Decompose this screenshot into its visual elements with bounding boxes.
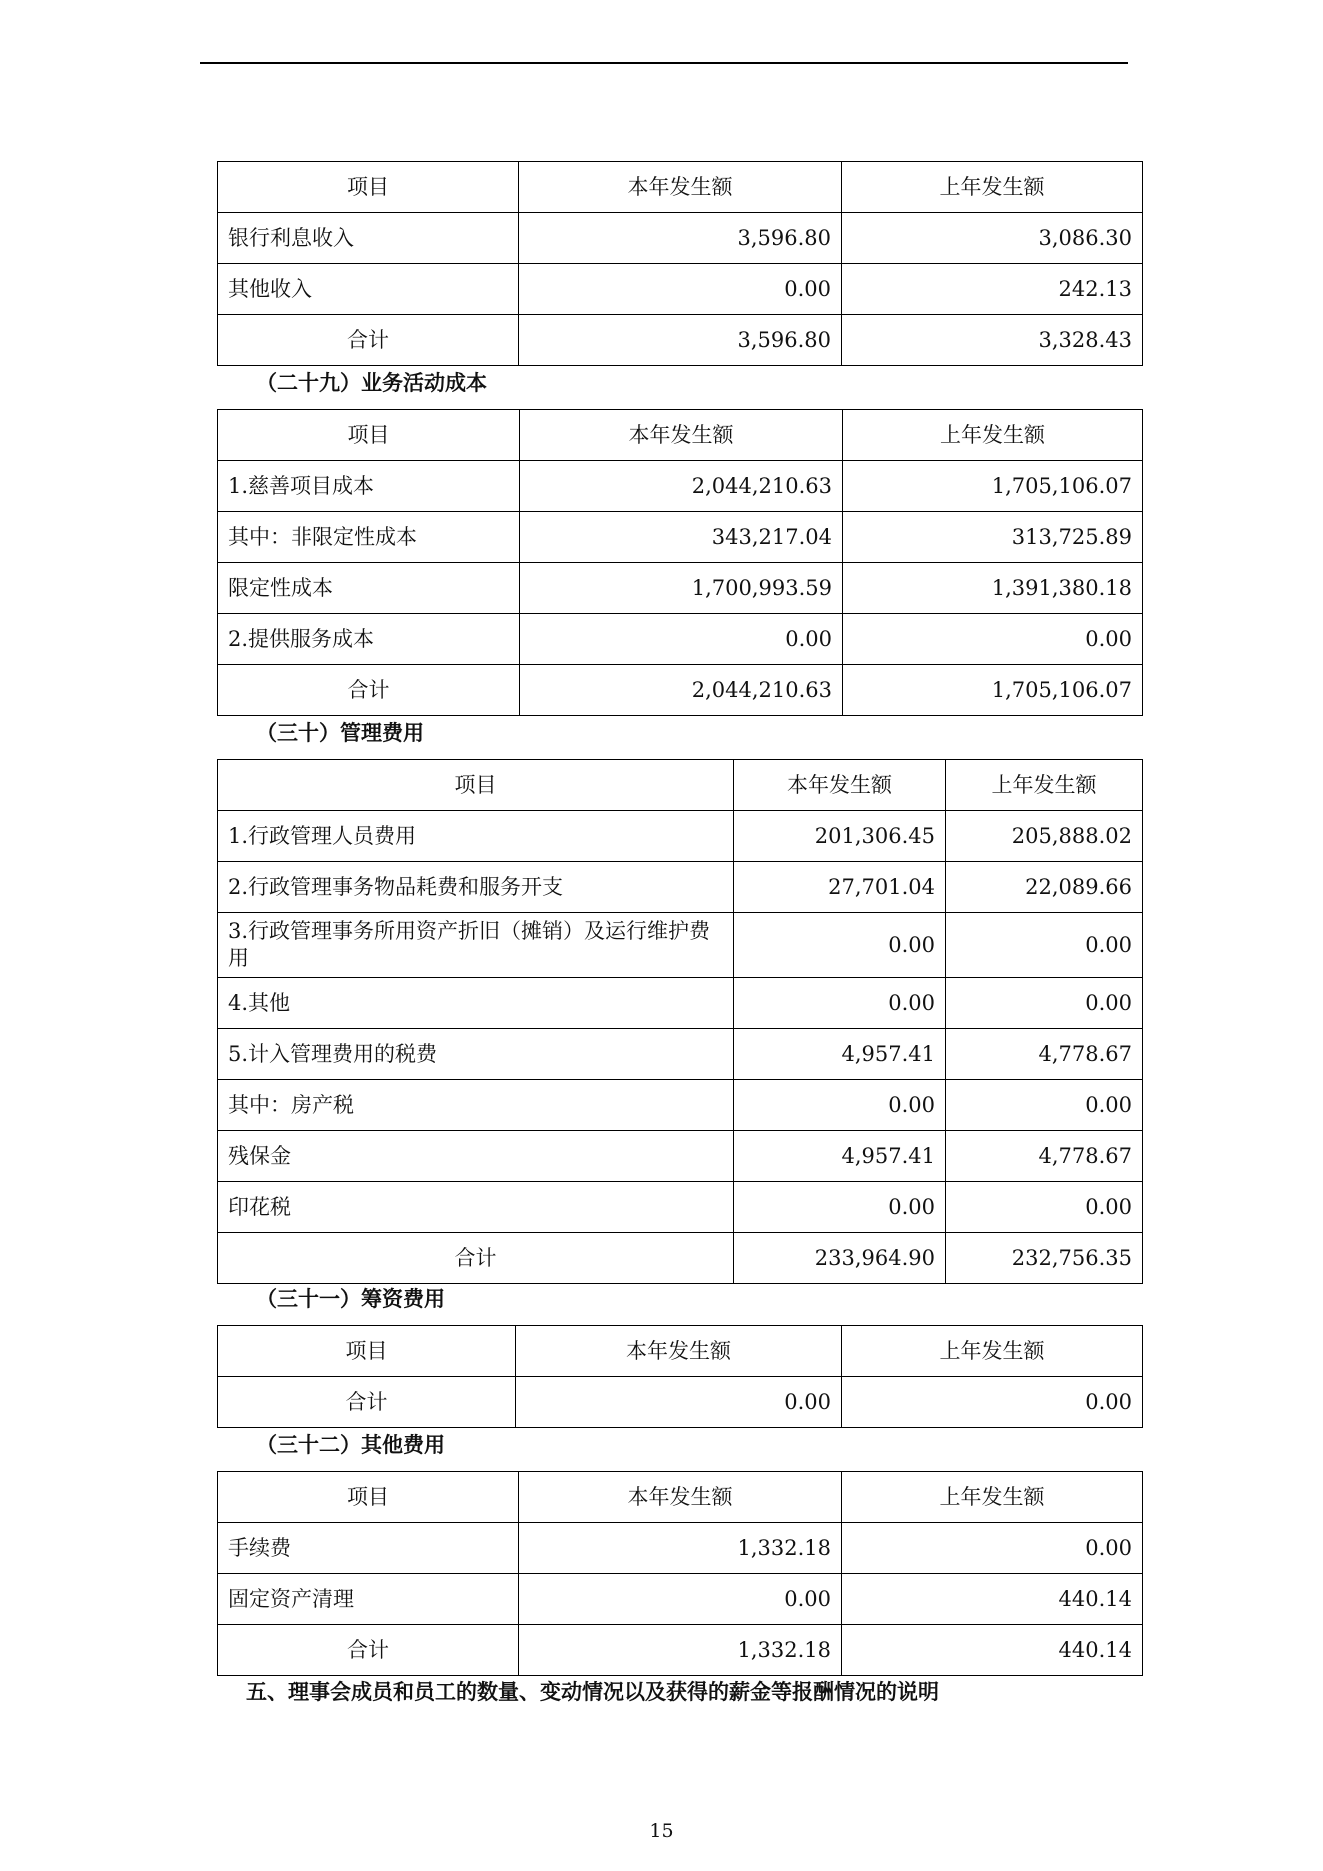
total-row <box>218 665 1143 716</box>
current-year-value: 27,701.04 <box>734 862 946 913</box>
table-row <box>218 811 1143 862</box>
column-header-prior-year: 上年发生额 <box>843 410 1143 461</box>
income-table <box>217 161 1143 366</box>
current-year-value: 343,217.04 <box>520 512 843 563</box>
section-heading-5: 五、理事会成员和员工的数量、变动情况以及获得的薪金等报酬情况的说明 <box>246 1679 939 1704</box>
row-label: 合计 <box>218 1233 734 1284</box>
prior-year-value: 0.00 <box>842 1523 1143 1574</box>
prior-year-value: 4,778.67 <box>946 1029 1143 1080</box>
current-year-value: 0.00 <box>519 264 842 315</box>
table-row <box>218 862 1143 913</box>
prior-year-value: 232,756.35 <box>946 1233 1143 1284</box>
row-label: 其他收入 <box>218 264 519 315</box>
table-header-row <box>218 162 1143 213</box>
current-year-value: 2,044,210.63 <box>520 461 843 512</box>
table-row <box>218 461 1143 512</box>
row-label: 1.慈善项目成本 <box>218 461 520 512</box>
row-label: 限定性成本 <box>218 563 520 614</box>
current-year-value: 3,596.80 <box>519 315 842 366</box>
financing-expenses-table <box>217 1325 1143 1428</box>
current-year-value: 1,332.18 <box>519 1523 842 1574</box>
row-label: 其中：房产税 <box>218 1080 734 1131</box>
total-row <box>218 315 1143 366</box>
prior-year-value: 440.14 <box>842 1574 1143 1625</box>
business-cost-table <box>217 409 1143 716</box>
table-row <box>218 1029 1143 1080</box>
current-year-value: 0.00 <box>516 1377 842 1428</box>
column-header-item: 项目 <box>218 162 519 213</box>
current-year-value: 1,332.18 <box>519 1625 842 1676</box>
table-row <box>218 512 1143 563</box>
column-header-prior-year: 上年发生额 <box>842 1472 1143 1523</box>
prior-year-value: 0.00 <box>843 614 1143 665</box>
current-year-value: 0.00 <box>734 1182 946 1233</box>
row-label: 合计 <box>218 1625 519 1676</box>
table-row <box>218 1523 1143 1574</box>
prior-year-value: 3,328.43 <box>842 315 1143 366</box>
column-header-current-year: 本年发生额 <box>734 760 946 811</box>
row-label: 银行利息收入 <box>218 213 519 264</box>
table-header-row <box>218 1326 1143 1377</box>
current-year-value: 0.00 <box>519 1574 842 1625</box>
current-year-value: 233,964.90 <box>734 1233 946 1284</box>
prior-year-value: 0.00 <box>842 1377 1143 1428</box>
table-header-row <box>218 1472 1143 1523</box>
row-label: 2.行政管理事务物品耗费和服务开支 <box>218 862 734 913</box>
prior-year-value: 1,705,106.07 <box>843 461 1143 512</box>
prior-year-value: 0.00 <box>946 1182 1143 1233</box>
prior-year-value: 3,086.30 <box>842 213 1143 264</box>
column-header-current-year: 本年发生额 <box>520 410 843 461</box>
row-label: 固定资产清理 <box>218 1574 519 1625</box>
table-row <box>218 913 1143 978</box>
column-header-item: 项目 <box>218 760 734 811</box>
row-label: 残保金 <box>218 1131 734 1182</box>
column-header-item: 项目 <box>218 410 520 461</box>
column-header-item: 项目 <box>218 1326 516 1377</box>
section-heading-30: （三十）管理费用 <box>256 720 424 745</box>
total-row <box>218 1377 1143 1428</box>
total-row <box>218 1625 1143 1676</box>
prior-year-value: 205,888.02 <box>946 811 1143 862</box>
prior-year-value: 22,089.66 <box>946 862 1143 913</box>
row-label: 2.提供服务成本 <box>218 614 520 665</box>
row-label: 合计 <box>218 315 519 366</box>
row-label: 1.行政管理人员费用 <box>218 811 734 862</box>
section-heading-29: （二十九）业务活动成本 <box>256 370 487 395</box>
table-row <box>218 978 1143 1029</box>
total-row <box>218 1233 1143 1284</box>
prior-year-value: 1,705,106.07 <box>843 665 1143 716</box>
row-label: 其中：非限定性成本 <box>218 512 520 563</box>
prior-year-value: 0.00 <box>946 913 1143 978</box>
row-label: 合计 <box>218 665 520 716</box>
current-year-value: 0.00 <box>734 978 946 1029</box>
row-label: 合计 <box>218 1377 516 1428</box>
other-expenses-table <box>217 1471 1143 1676</box>
table-row <box>218 614 1143 665</box>
current-year-value: 4,957.41 <box>734 1029 946 1080</box>
column-header-current-year: 本年发生额 <box>516 1326 842 1377</box>
current-year-value: 0.00 <box>734 1080 946 1131</box>
table-header-row <box>218 410 1143 461</box>
column-header-prior-year: 上年发生额 <box>842 1326 1143 1377</box>
column-header-prior-year: 上年发生额 <box>842 162 1143 213</box>
page-number: 15 <box>649 1820 674 1842</box>
prior-year-value: 0.00 <box>946 978 1143 1029</box>
current-year-value: 0.00 <box>734 913 946 978</box>
table-row <box>218 1131 1143 1182</box>
column-header-current-year: 本年发生额 <box>519 162 842 213</box>
column-header-current-year: 本年发生额 <box>519 1472 842 1523</box>
table-row <box>218 213 1143 264</box>
table-row <box>218 563 1143 614</box>
header-rule <box>200 62 1128 64</box>
current-year-value: 1,700,993.59 <box>520 563 843 614</box>
row-label: 3.行政管理事务所用资产折旧（摊销）及运行维护费用 <box>218 913 734 978</box>
row-label: 5.计入管理费用的税费 <box>218 1029 734 1080</box>
row-label: 手续费 <box>218 1523 519 1574</box>
section-heading-31: （三十一）筹资费用 <box>256 1286 445 1311</box>
column-header-prior-year: 上年发生额 <box>946 760 1143 811</box>
column-header-item: 项目 <box>218 1472 519 1523</box>
prior-year-value: 0.00 <box>946 1080 1143 1131</box>
row-label: 印花税 <box>218 1182 734 1233</box>
current-year-value: 3,596.80 <box>519 213 842 264</box>
table-row <box>218 1080 1143 1131</box>
table-row <box>218 1182 1143 1233</box>
prior-year-value: 1,391,380.18 <box>843 563 1143 614</box>
row-label: 4.其他 <box>218 978 734 1029</box>
current-year-value: 2,044,210.63 <box>520 665 843 716</box>
admin-expenses-table <box>217 759 1143 1284</box>
section-heading-32: （三十二）其他费用 <box>256 1432 445 1457</box>
table-row <box>218 1574 1143 1625</box>
prior-year-value: 242.13 <box>842 264 1143 315</box>
current-year-value: 201,306.45 <box>734 811 946 862</box>
current-year-value: 4,957.41 <box>734 1131 946 1182</box>
current-year-value: 0.00 <box>520 614 843 665</box>
table-row <box>218 264 1143 315</box>
prior-year-value: 313,725.89 <box>843 512 1143 563</box>
prior-year-value: 440.14 <box>842 1625 1143 1676</box>
table-header-row <box>218 760 1143 811</box>
prior-year-value: 4,778.67 <box>946 1131 1143 1182</box>
